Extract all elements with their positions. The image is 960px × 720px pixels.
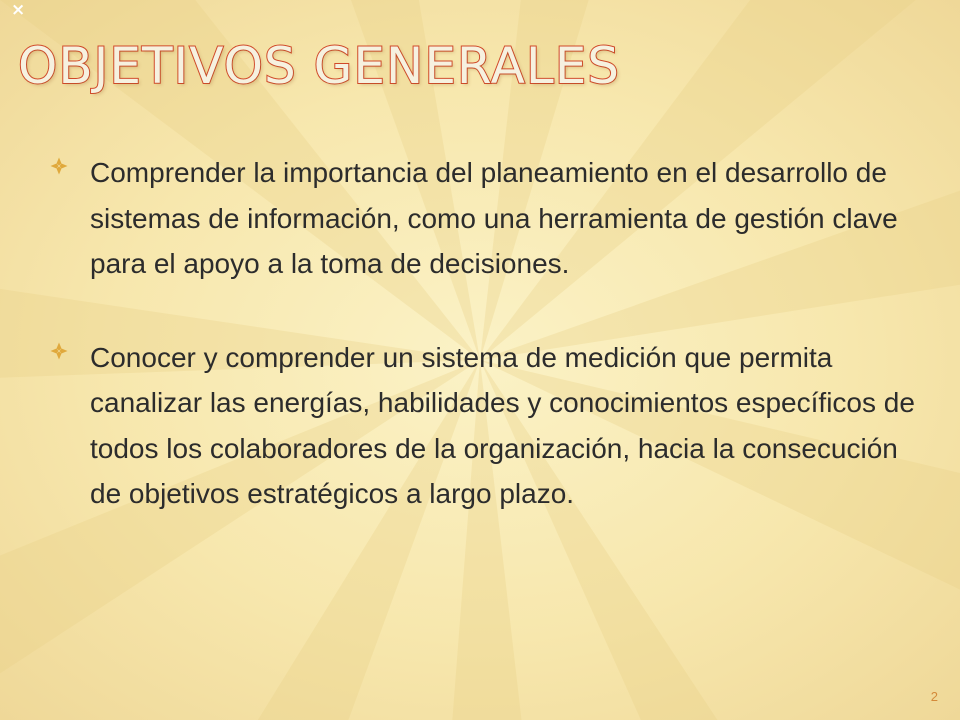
bullet-text: Conocer y comprender un sistema de medición que permita canalizar las energías, habilidades y conocimientos específicos de todos los colaboradores de la organización, hacia la consecución de objetivos estratégicos a largo plazo. — [90, 341, 915, 509]
bullet-item — [50, 150, 930, 287]
bullet-text: Comprender la importancia del planeamiento en el desarrollo de sistemas de información, como una herramienta de gestión clave para el apoyo a la toma de decisiones. — [90, 157, 898, 279]
diamond-bullet-icon — [50, 157, 68, 175]
slide-title: OBJETIVOS GENERALES — [18, 37, 621, 95]
diamond-bullet-icon — [50, 342, 68, 360]
close-mark-icon: × — [11, 0, 26, 20]
bullet-item — [50, 335, 930, 517]
bullet-list — [50, 150, 930, 565]
page-number: 2 — [930, 689, 938, 704]
